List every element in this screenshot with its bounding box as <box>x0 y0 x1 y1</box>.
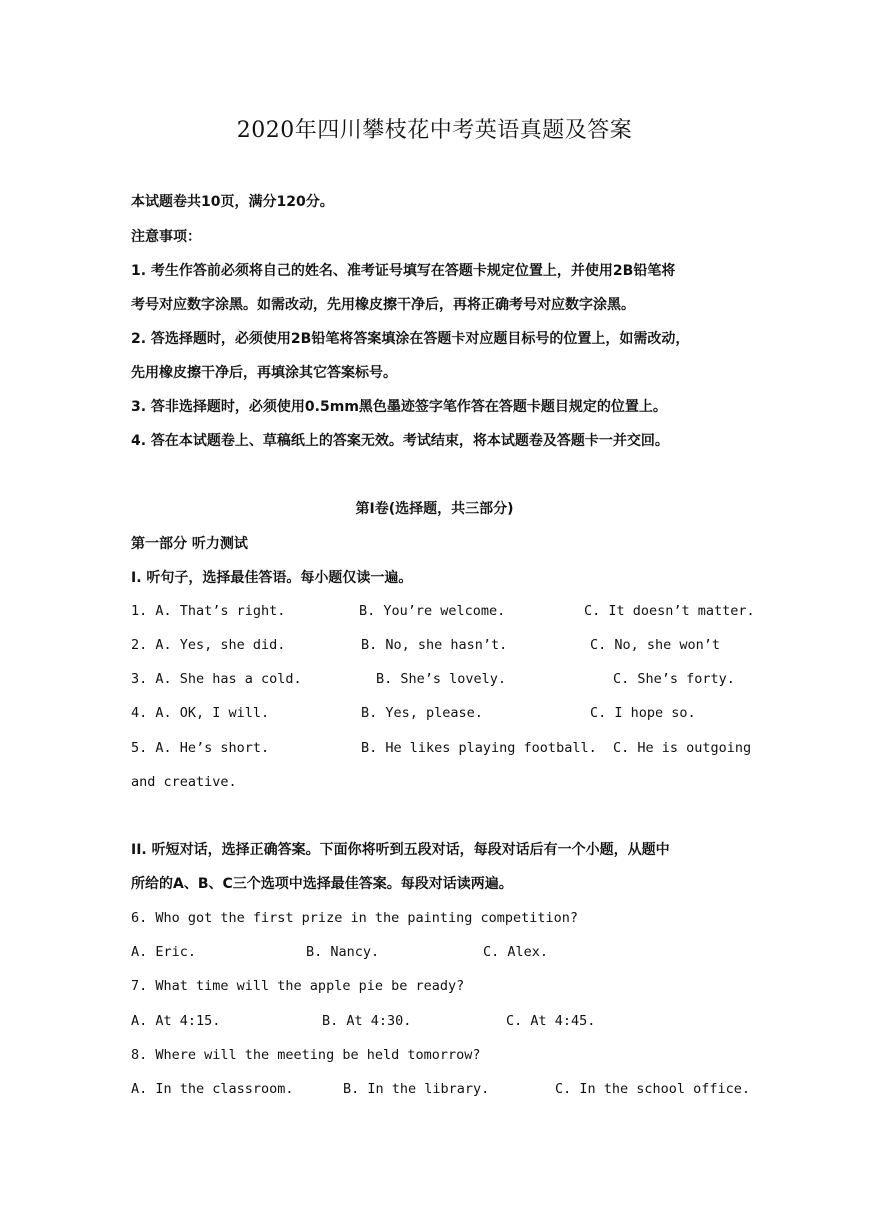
section-heading: I. 听句子，选择最佳答语。每小题仅读一遍。 <box>131 570 413 586</box>
option-a: 1. A. That’s right. <box>131 603 286 619</box>
option-b: B. He likes playing football. <box>361 740 597 756</box>
option-b: B. She’s lovely. <box>376 671 507 687</box>
option-b: B. Yes, please. <box>361 705 483 721</box>
option-b: B. Nancy. <box>306 944 380 960</box>
option-a: A. At 4:15. <box>131 1013 221 1029</box>
question-text: 6. Who got the first prize in the painting competition? <box>131 910 579 926</box>
option-c: C. In the school office. <box>555 1081 751 1097</box>
notice-line: 3. 答非选择题时，必须使用0.5mm黑色墨迹签字笔作答在答题卡题目规定的位置上。 <box>131 399 667 415</box>
option-b: B. You’re welcome. <box>359 603 506 619</box>
part-heading: 第一部分 听力测试 <box>131 536 248 552</box>
notice-line: 1. 考生作答前必须将自己的姓名、准考证号填写在答题卡规定位置上，并使用2B铅笔将 <box>131 263 676 279</box>
notice-heading: 注意事项： <box>131 229 201 245</box>
notice-line: 2. 答选择题时，必须使用2B铅笔将答案填涂在答题卡对应题目标号的位置上，如需改动， <box>131 331 690 347</box>
option-c: C. It doesn’t matter. <box>584 603 755 619</box>
option-c: C. Alex. <box>483 944 549 960</box>
option-c: C. No, she won’t <box>590 637 721 653</box>
notice-line: 4. 答在本试题卷上、草稿纸上的答案无效。考试结束，将本试题卷及答题卡一并交回。 <box>131 433 669 449</box>
document-title: 2020年四川攀枝花中考英语真题及答案 <box>236 118 633 143</box>
option-b: B. At 4:30. <box>322 1013 412 1029</box>
section-heading: II. 听短对话，选择正确答案。下面你将听到五段对话，每段对话后有一个小题，从题中 <box>131 842 670 858</box>
notice-line: 考号对应数字涂黑。如需改动，先用橡皮擦干净后，再将正确考号对应数字涂黑。 <box>131 297 635 313</box>
option-a: A. Eric. <box>131 944 197 960</box>
notice-line: 先用橡皮擦干净后，再填涂其它答案标号。 <box>131 365 397 381</box>
option-c: C. At 4:45. <box>506 1013 596 1029</box>
option-continuation: and creative. <box>131 774 237 790</box>
option-a: 2. A. Yes, she did. <box>131 637 286 653</box>
option-a: A. In the classroom. <box>131 1081 294 1097</box>
option-b: B. No, she hasn’t. <box>361 637 508 653</box>
option-a: 5. A. He’s short. <box>131 740 270 756</box>
question-text: 7. What time will the apple pie be ready? <box>131 978 465 994</box>
question-text: 8. Where will the meeting be held tomorrow? <box>131 1047 481 1063</box>
option-c: C. He is outgoing <box>613 740 752 756</box>
page-count-info: 本试题卷共10页，满分120分。 <box>131 194 334 210</box>
option-a: 4. A. OK, I will. <box>131 705 270 721</box>
volume-heading: 第I卷(选择题，共三部分) <box>355 501 514 517</box>
option-c: C. I hope so. <box>590 705 696 721</box>
option-c: C. She’s forty. <box>613 671 735 687</box>
option-a: 3. A. She has a cold. <box>131 671 302 687</box>
option-b: B. In the library. <box>343 1081 490 1097</box>
section-heading: 所给的A、B、C三个选项中选择最佳答案。每段对话读两遍。 <box>131 876 513 892</box>
